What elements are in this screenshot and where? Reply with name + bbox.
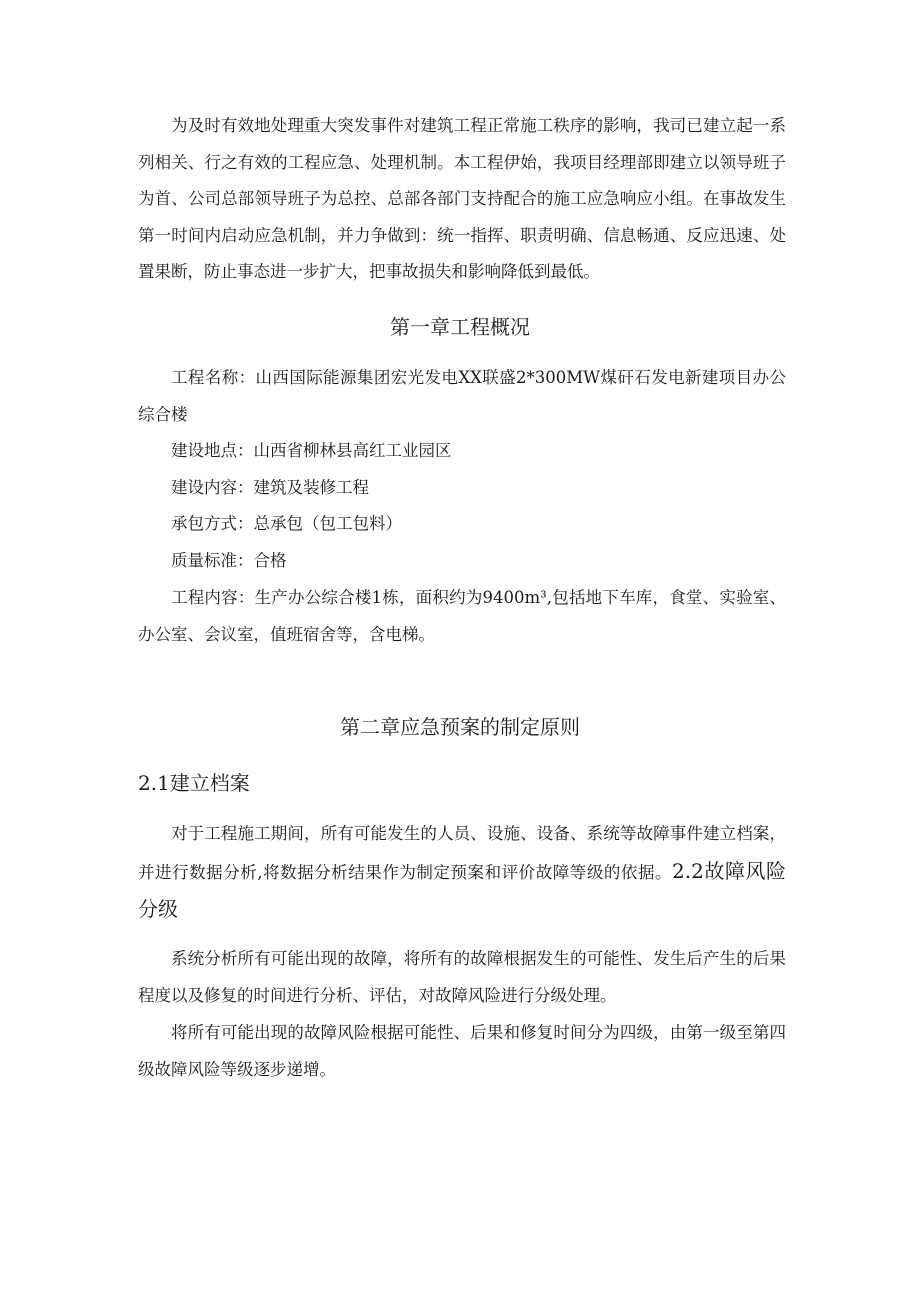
field-project-name	[138, 360, 786, 433]
section-2-2-paragraph-1: 系统分析所有可能出现的故障，将所有的故障根据发生的可能性、发生后产生的后果程度以及修复的时间进行分析、评估，对故障风险进行分级处理。	[138, 949, 786, 1005]
field-value: 生产办公综合楼1栋，面积约为9400m³,包括地下车库，食堂、实验室、办公室、会议室，值班宿舍等，含电梯。	[138, 588, 786, 644]
field-label: 建设内容：	[171, 478, 254, 497]
field-contract-type	[138, 506, 786, 543]
field-label: 承包方式：	[171, 514, 254, 533]
field-label: 建设地点：	[171, 441, 254, 460]
field-value: 建筑及装修工程	[253, 478, 369, 497]
field-content	[138, 470, 786, 507]
field-location	[138, 433, 786, 470]
section-2-1-paragraph	[138, 816, 786, 930]
intro-paragraph: 为及时有效地处理重大突发事件对建筑工程正常施工秩序的影响，我司已建立起一系列相关、行之有效的工程应急、处理机制。本工程伊始，我项目经理部即建立以领导班子为首、公司总部领导班子为总控、总部各部门支持配合的施工应急响应小组。在事故发生第一时间内启动应急机制，并力争做到：统一指挥、职责明确、信息畅通、反应迅速、处置果断，防止事态进一步扩大，把事故损失和影响降低到最低。	[138, 116, 786, 281]
chapter-2-title: 第二章应急预案的制定原则	[340, 715, 580, 739]
section-2-2-paragraph-2: 将所有可能出现的故障风险根据可能性、后果和修复时间分为四级，由第一级至第四级故障风险等级逐步递增。	[138, 1023, 786, 1079]
field-label: 工程名称：	[171, 368, 256, 387]
field-value: 山西省柳林县高红工业园区	[253, 441, 452, 460]
field-value: 合格	[253, 551, 287, 570]
section-2-1-text: 对于工程施工期间，所有可能发生的人员、设施、设备、系统等故障事件建立档案，并进行数据分析,将数据分析结果作为制定预案和评价故障等级的依据。	[138, 824, 786, 882]
field-label: 质量标准：	[171, 551, 254, 570]
field-value: 山西国际能源集团宏光发电XX联盛2*300MW煤矸石发电新建项目办公综合楼	[138, 368, 787, 424]
field-label: 工程内容：	[171, 588, 255, 607]
chapter-1-title: 第一章工程概况	[390, 315, 530, 339]
section-2-1-title: 2.1建立档案	[138, 771, 250, 795]
field-value: 总承包（包工包料）	[253, 514, 402, 533]
field-quality	[138, 543, 786, 580]
section-2-2-title: 2.2故障风险分级	[138, 858, 786, 921]
field-scope	[138, 580, 786, 653]
